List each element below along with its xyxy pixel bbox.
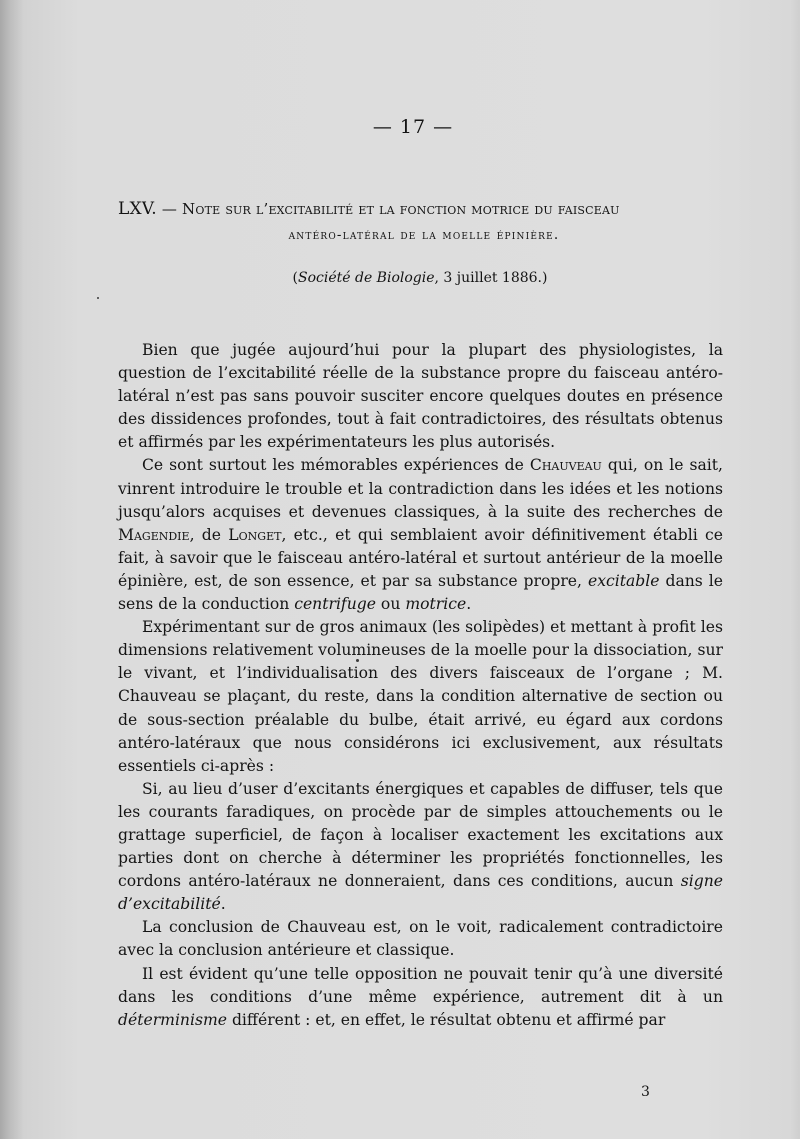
author-magendie: Magendie — [118, 525, 190, 544]
term-signe-excitabilite: signe d’excitabilité — [118, 872, 723, 914]
ink-speck — [97, 297, 99, 299]
term-motrice: motrice — [405, 595, 467, 614]
p6-text-a: Il est évident qu’une telle opposition ne pouvait tenir qu’à une diversité dans les conditions d’une même expérience, autrement dit à un — [118, 964, 723, 1006]
page-number: — 17 — — [372, 116, 454, 138]
author-chauveau: Chauveau — [529, 456, 602, 475]
author-longet: Longet — [228, 525, 282, 544]
p4-text-a: Si, au lieu d’user d’excitants énergiques et capables de diffuser, tels que les courants faradiques, on procède par de simples attouchements ou le grattage superficiel, de façon à localiser exactement les excitations aux parties dont on cherche à déterminer les propriétés fonctionnelles, les cordons antéro-latéraux ne donneraient, dans ces conditions, aucun — [118, 779, 723, 891]
p2-text-f: ou — [375, 595, 406, 614]
section-number: LXV. — [118, 199, 157, 219]
paragraph-3: Expérimentant sur de gros animaux (les solipèdes) et mettant à profit les dimensions relativement volumineuses de la moelle pour la dissociation, sur le vivant, et l’individualisation des divers faisceaux de l’organe ; M. Chauveau se plaçant, du reste, dans la condition alternative de section ou de sous-section préalable du bulbe, était arrivé, eu égard aux cordons antéro-latéraux que nous considérons ici exclusivement, aux résultats essentiels ci-après : — [118, 618, 723, 775]
heading-line-1 — [118, 196, 730, 222]
sheet-signature-number: 3 — [641, 1084, 650, 1100]
heading-title-lead: Note sur l’excitabilité et la fonction motrice du faisceau — [182, 200, 620, 218]
section-heading — [118, 196, 730, 248]
term-centrifuge: centrifuge — [294, 595, 376, 614]
source-open: ( — [292, 270, 298, 286]
term-determinisme: déterminisme — [118, 1010, 227, 1029]
p2-text-g: . — [466, 595, 472, 614]
p6-text-b: différent : et, en effet, le résultat obtenu et affirmé par — [226, 1010, 666, 1029]
p4-text-b: . — [220, 895, 226, 914]
paragraph-5: La conclusion de Chauveau est, on le voit, radicalement contradictoire avec la conclusion antérieure et classique. — [118, 918, 723, 960]
heading-dash: — — [156, 200, 183, 218]
body-text — [118, 339, 723, 1032]
p2-text-a: Ce sont surtout les mémorables expériences de — [142, 456, 530, 475]
heading-line-2: antéro-latéral de la moelle épinière. — [288, 227, 560, 243]
ink-speck — [356, 659, 359, 662]
source-society: Société de Biologie — [298, 270, 435, 286]
paragraph-1: Bien que jugée aujourd’hui pour la plupart des physiologistes, la question de l’excitabilité réelle de la substance propre du faisceau antéro-latéral n’est pas sans pouvoir susciter encore quelques doutes en présence des dissidences profondes, tout à fait contradictoires, des résultats obtenus et affirmés par les expérimentateurs les plus autorisés. — [118, 341, 723, 452]
source-date: , 3 juillet 1886.) — [434, 270, 548, 286]
paragraph-6 — [118, 963, 723, 1032]
paragraph-4 — [118, 778, 723, 917]
paragraph-2 — [118, 454, 723, 616]
p2-text-b: qui, on le sait, vinrent introduire le trouble et la contradiction dans les idées et les notions jusqu’alors acquises et devenues classiques, à la suite des recherches de — [118, 456, 723, 521]
p2-text-d: , etc., et qui semblaient avoir définitivement établi ce fait, à savoir que le faisceau antéro-latéral et surtout antérieur de la moelle épinière, est, de son essence, et par sa substance propre, — [118, 525, 723, 590]
source-citation — [0, 270, 800, 286]
p2-text-c: , de — [189, 525, 229, 544]
p2-text-e: dans le sens de la conduction — [118, 571, 723, 614]
term-excitable: excitable — [587, 571, 660, 590]
